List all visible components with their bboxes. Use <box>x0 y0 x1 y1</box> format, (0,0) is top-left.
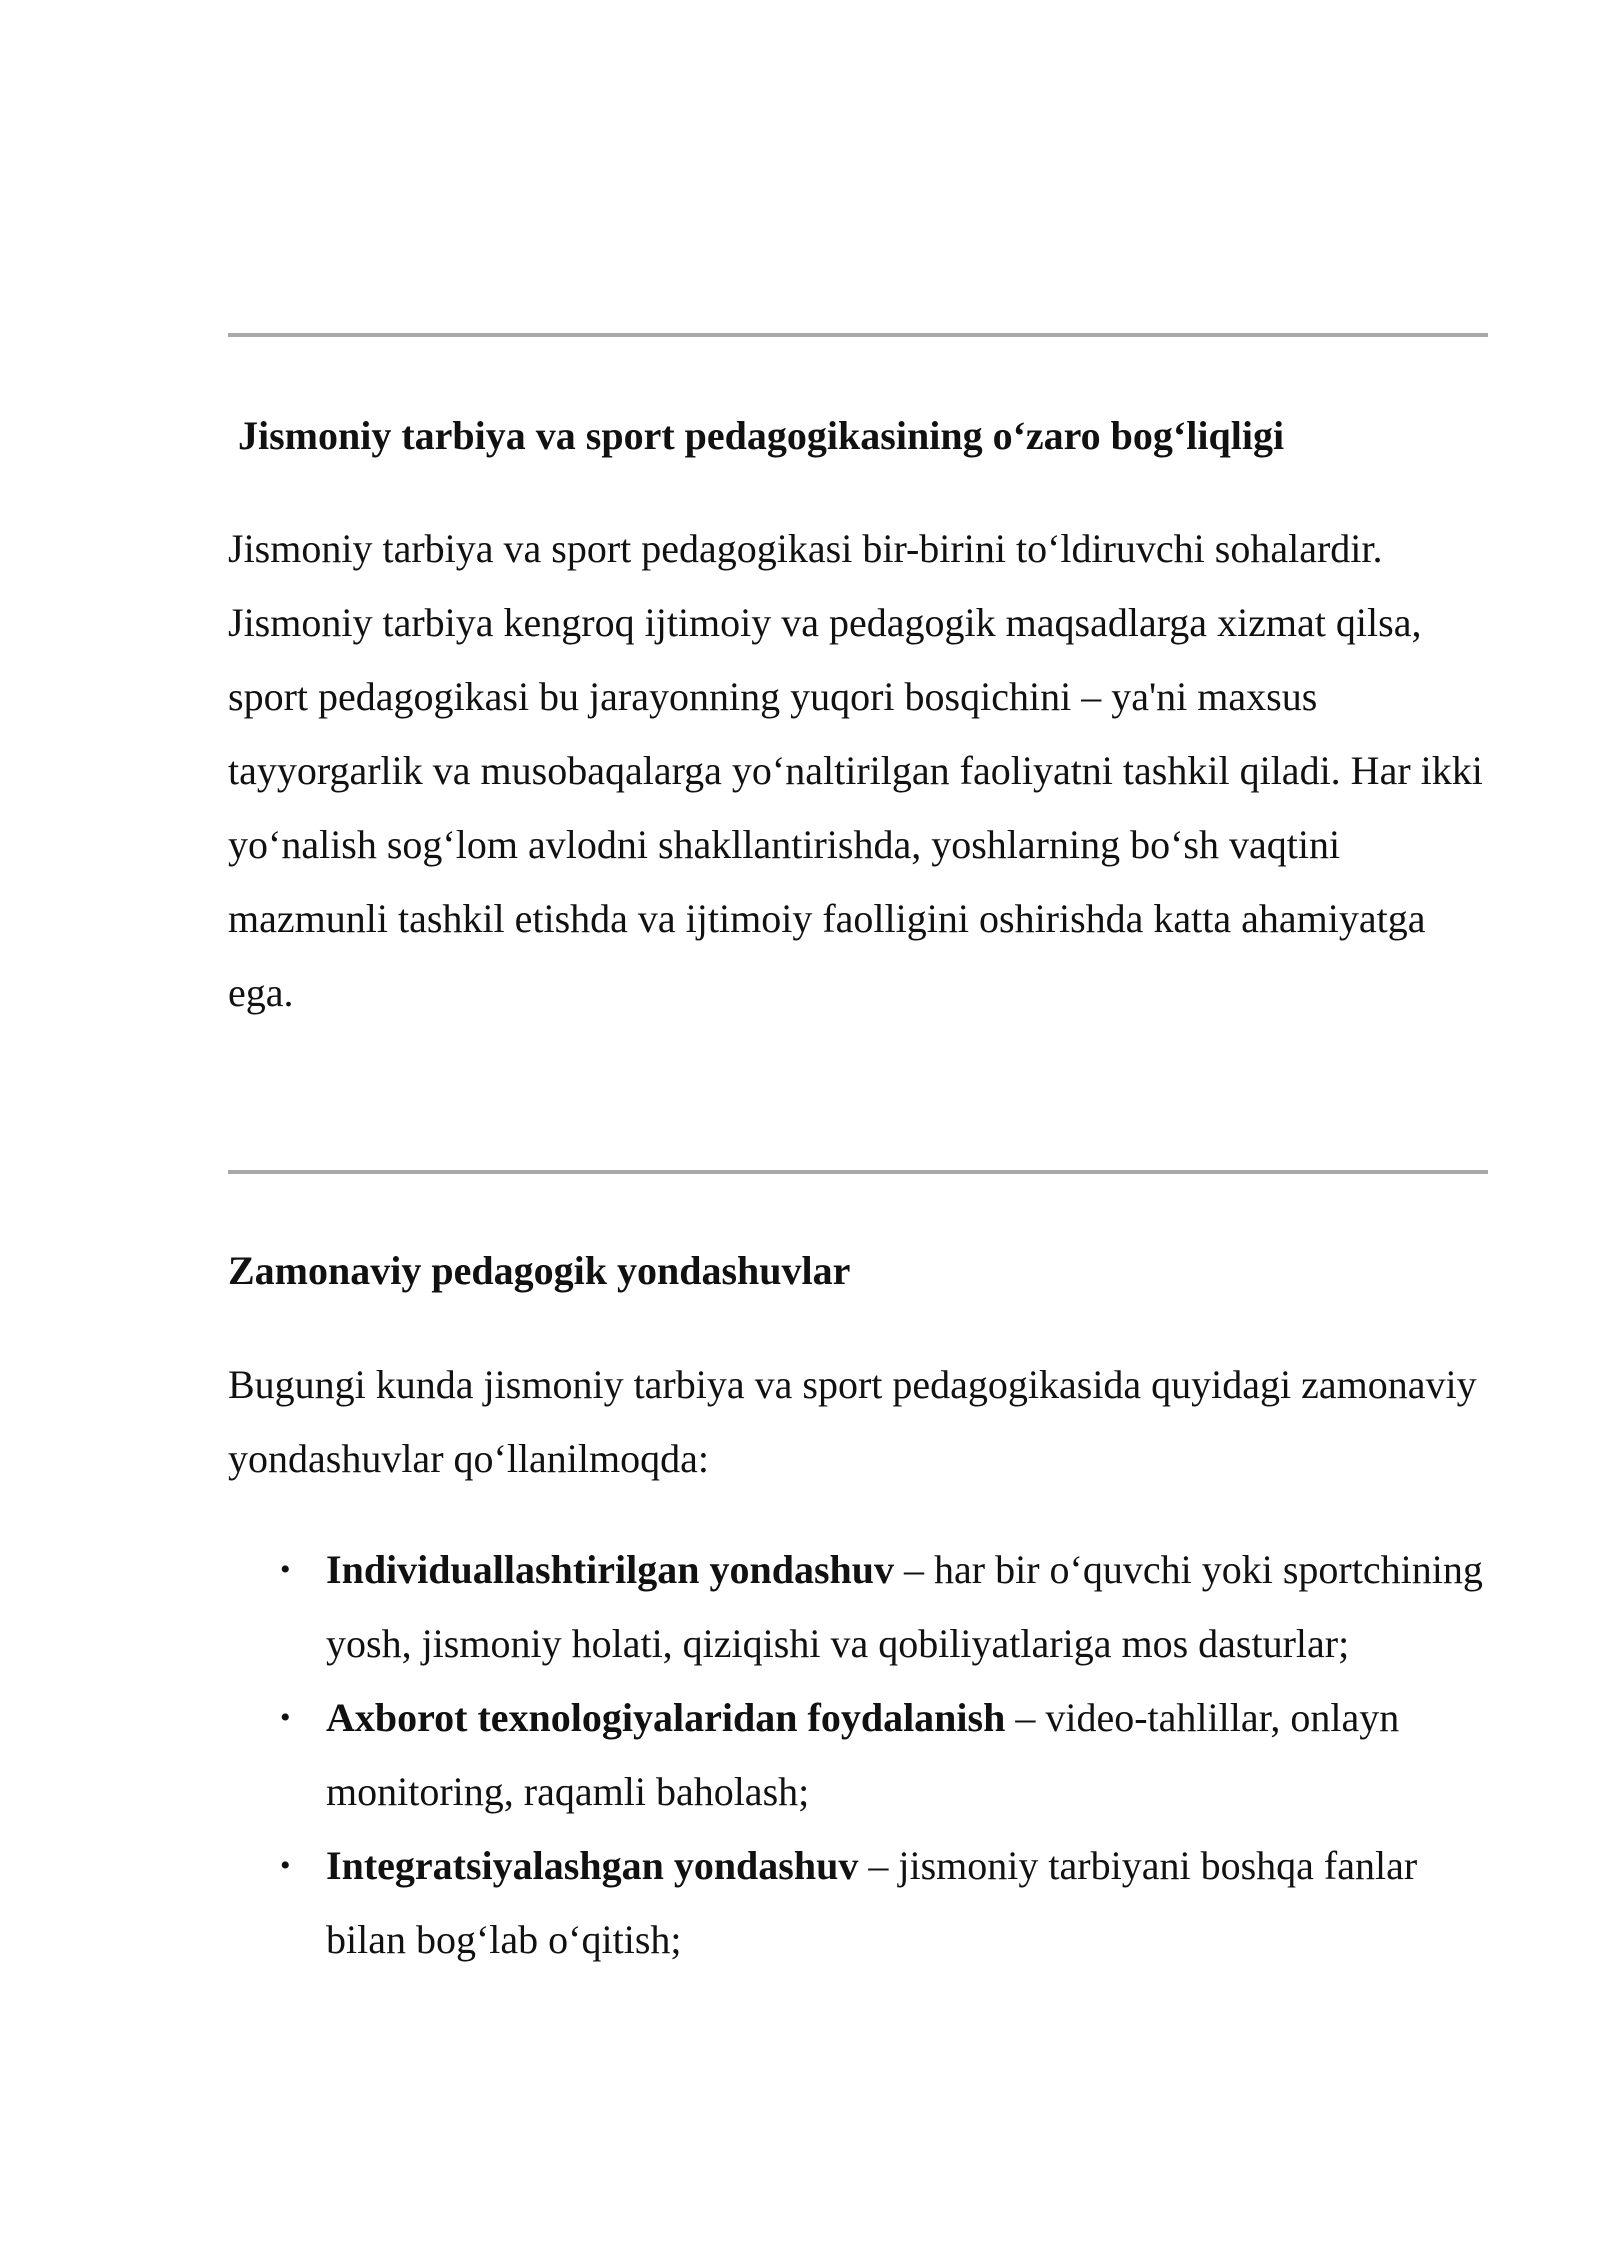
list-item-text: – jismoniy tarbiyani boshqa fanlar bilan bog‘lab o‘qitish; <box>326 1843 1418 1962</box>
list-item <box>228 1681 1498 1829</box>
section-paragraph: Jismoniy tarbiya va sport pedagogikasi bir-birini to‘ldiruvchi sohalardir. Jismoniy tarbiya kengroq ijtimoiy va pedagogik maqsadlarga xizmat qilsa, sport pedagogikasi bu jarayonning yuqori bosqichini – ya'ni maxsus tayyorgarlik va musobaqalarga yo‘naltirilgan faoliyatni tashkil qiladi. Har ikki yo‘nalish sog‘lom avlodni shakllantirishda, yoshlarning bo‘sh vaqtini mazmunli tashkil etishda va ijtimoiy faolligini oshirishda katta ahamiyatga ega. <box>228 526 1483 1015</box>
list-item <box>228 1829 1498 1977</box>
list-item-term: Axborot texnologiyalaridan foydalanish <box>326 1695 1006 1740</box>
section-paragraph: Bugungi kunda jismoniy tarbiya va sport pedagogikasida quyidagi zamonaviy yondashuvlar qo‘llanilmoqda: <box>228 1362 1477 1481</box>
horizontal-divider <box>228 333 1488 337</box>
list-item <box>228 1533 1498 1681</box>
bullet-icon: • <box>280 1849 291 1882</box>
bullet-icon: • <box>280 1553 291 1586</box>
list-item-term: Integratsiyalashgan yondashuv <box>326 1843 859 1888</box>
bullet-icon: • <box>280 1701 291 1734</box>
list-item-text: – har bir o‘quvchi yoki sportchining yosh, jismoniy holati, qiziqishi va qobiliyatlariga mos dasturlar; <box>326 1547 1483 1666</box>
list-item-text: – video-tahlillar, onlayn monitoring, raqamli baholash; <box>326 1695 1400 1814</box>
list-item-term: Individuallashtirilgan yondashuv <box>326 1547 895 1592</box>
section-heading: Jismoniy tarbiya va sport pedagogikasining o‘zaro bog‘liqligi <box>238 413 1285 458</box>
section-heading: Zamonaviy pedagogik yondashuvlar <box>228 1248 851 1293</box>
bullet-list <box>228 1533 1498 1977</box>
horizontal-divider <box>228 1170 1488 1174</box>
